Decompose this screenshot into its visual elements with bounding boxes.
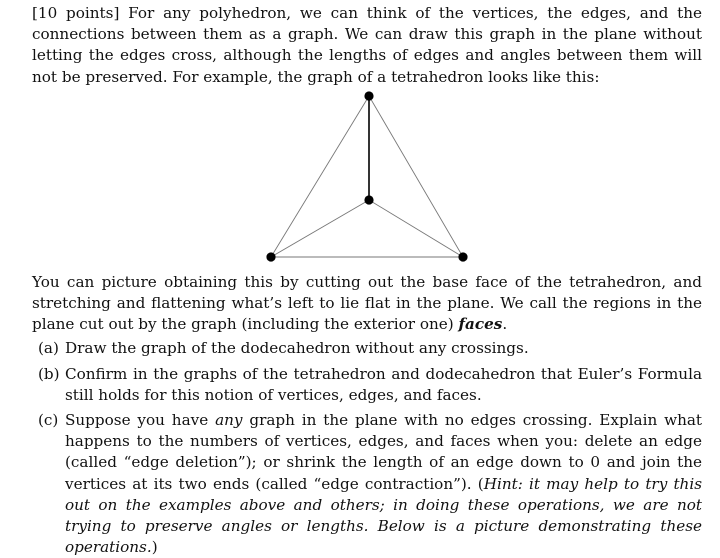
edge-top-right <box>369 96 463 257</box>
part-c-text-pre: Suppose you have <box>65 411 209 429</box>
problem-points: [10 points] <box>32 4 120 22</box>
after-figure-end: . <box>502 315 508 334</box>
part-b <box>38 364 702 406</box>
graph-vertices <box>266 91 467 261</box>
edge-center-left <box>271 200 369 257</box>
vertex-bottom-left <box>266 252 275 261</box>
part-c-text-end: ) <box>151 538 158 557</box>
part-c <box>38 410 702 558</box>
part-b-label: (b) <box>38 365 60 383</box>
vertex-center <box>364 195 373 204</box>
part-c-text-mid: graph in the plane with no edges crossing. Explain what happens to the numbers of vertices, edges, and faces when you: delete an edge (called “edge deletion”); or shrink the length of an edge down to 0 and join the vertices at its two ends (called “edge contraction”). ( <box>65 411 703 493</box>
part-a-text: Draw the graph of the dodecahedron without any crossings. <box>65 339 529 357</box>
after-figure-paragraph <box>32 272 702 336</box>
vertex-bottom-right <box>458 252 467 261</box>
part-a <box>38 338 702 359</box>
graph-edges <box>271 96 463 257</box>
after-figure-text: You can picture obtaining this by cutting out the base face of the tetrahedron, and stretching and flattening what’s left to lie flat in the plane. We call the regions in the plane cut out by the graph (including the exterior one) <box>32 273 702 334</box>
part-c-text <box>65 410 702 558</box>
faces-term: faces <box>458 315 503 334</box>
edge-center-right <box>369 200 463 257</box>
part-a-label: (a) <box>38 339 59 357</box>
part-c-hint: Hint: it may help to try this out on the examples above and others; in doing these operations, we are not trying to preserve angles or lengths. Below is a picture demonstrating these operations. <box>65 474 702 557</box>
edge-top-left <box>271 96 369 257</box>
part-c-label: (c) <box>38 411 59 429</box>
problem-intro-text: For any polyhedron, we can think of the vertices, the edges, and the connections between them as a graph. We can draw this graph in the plane without letting the edges cross, although the lengths of edges and angles between them will not be preserved. For example, the graph of a tetrahedron looks like this: <box>32 4 702 86</box>
part-c-any: any <box>215 411 243 429</box>
part-b-text: Confirm in the graphs of the tetrahedron and dodecahedron that Euler’s Formula still holds for this notion of vertices, edges, and faces. <box>65 365 702 405</box>
vertex-top <box>364 91 373 100</box>
